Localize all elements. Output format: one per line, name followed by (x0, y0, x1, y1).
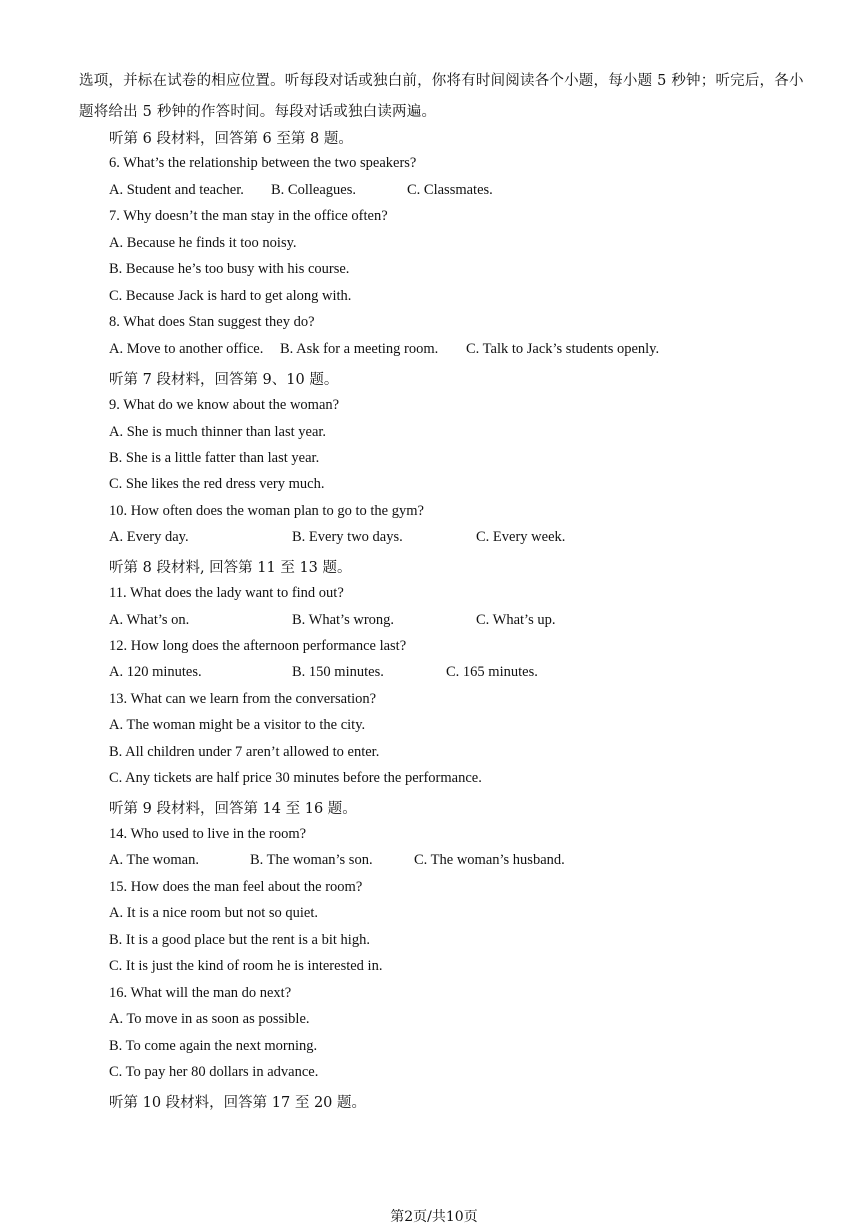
question-13-stem: 13. What can we learn from the conversation? (109, 691, 377, 707)
question-11-option-c: C. What’s up. (476, 612, 556, 628)
question-12-stem: 12. How long does the afternoon performance last? (109, 638, 407, 654)
section-heading-9: 听第 9 段材料，回答第 14 至 16 题。 (109, 801, 357, 817)
question-10-option-b: B. Every two days. (292, 529, 403, 545)
question-10-option-a: A. Every day. (109, 529, 189, 545)
question-7-option-a: A. Because he finds it too noisy. (109, 235, 297, 251)
question-14-option-c: C. The woman’s husband. (414, 852, 565, 868)
section-heading-6: 听第 6 段材料，回答第 6 至第 8 题。 (109, 131, 353, 147)
question-12-option-c: C. 165 minutes. (446, 664, 538, 680)
section-heading-8: 听第 8 段材料, 回答第 11 至 13 题。 (109, 560, 352, 576)
question-9-stem: 9. What do we know about the woman? (109, 397, 340, 413)
question-14-option-b: B. The woman’s son. (250, 852, 373, 868)
question-6-option-c: C. Classmates. (407, 182, 493, 198)
question-12-option-a: A. 120 minutes. (109, 664, 202, 680)
question-9-option-c: C. She likes the red dress very much. (109, 476, 325, 492)
question-13-option-c: C. Any tickets are half price 30 minutes before the performance. (109, 770, 482, 786)
section-heading-10: 听第 10 段材料，回答第 17 至 20 题。 (109, 1095, 367, 1111)
question-15-option-a: A. It is a nice room but not so quiet. (109, 905, 319, 921)
question-9-option-a: A. She is much thinner than last year. (109, 424, 327, 440)
question-16-stem: 16. What will the man do next? (109, 985, 292, 1001)
question-13-option-b: B. All children under 7 aren’t allowed to enter. (109, 744, 380, 760)
question-14-stem: 14. Who used to live in the room? (109, 826, 307, 842)
question-14-option-a: A. The woman. (109, 852, 199, 868)
question-11-stem: 11. What does the lady want to find out? (109, 585, 344, 601)
question-11-option-b: B. What’s wrong. (292, 612, 395, 628)
page-number-footer: 第2页/共10页 (390, 1209, 478, 1225)
question-7-option-b: B. Because he’s too busy with his course. (109, 261, 350, 277)
question-8-option-a: A. Move to another office. (109, 341, 264, 357)
question-8-option-b: B. Ask for a meeting room. (280, 341, 439, 357)
question-16-option-b: B. To come again the next morning. (109, 1038, 318, 1054)
question-13-option-a: A. The woman might be a visitor to the city. (109, 717, 366, 733)
question-8-stem: 8. What does Stan suggest they do? (109, 314, 315, 330)
instructions-paragraph: 选项，并标在试卷的相应位置。听每段对话或独白前，你将有时间阅读各个小题，每小题 5 秒钟；听完后，各小题将给出 5 秒钟的作答时间。每段对话或独白读两遍。 (79, 73, 804, 120)
question-6-option-a: A. Student and teacher. (109, 182, 244, 198)
question-6-option-b: B. Colleagues. (271, 182, 356, 198)
section-heading-7: 听第 7 段材料，回答第 9、10 题。 (109, 372, 339, 388)
question-15-stem: 15. How does the man feel about the room? (109, 879, 363, 895)
question-15-option-b: B. It is a good place but the rent is a bit high. (109, 932, 370, 948)
question-15-option-c: C. It is just the kind of room he is interested in. (109, 958, 383, 974)
question-16-option-c: C. To pay her 80 dollars in advance. (109, 1064, 319, 1080)
question-7-stem: 7. Why doesn’t the man stay in the office often? (109, 208, 388, 224)
question-10-stem: 10. How often does the woman plan to go to the gym? (109, 503, 424, 519)
question-6-stem: 6. What’s the relationship between the two speakers? (109, 155, 417, 171)
question-11-option-a: A. What’s on. (109, 612, 190, 628)
question-9-option-b: B. She is a little fatter than last year. (109, 450, 320, 466)
question-8-option-c: C. Talk to Jack’s students openly. (466, 341, 660, 357)
question-16-option-a: A. To move in as soon as possible. (109, 1011, 310, 1027)
question-10-option-c: C. Every week. (476, 529, 566, 545)
question-7-option-c: C. Because Jack is hard to get along with. (109, 288, 352, 304)
question-12-option-b: B. 150 minutes. (292, 664, 384, 680)
